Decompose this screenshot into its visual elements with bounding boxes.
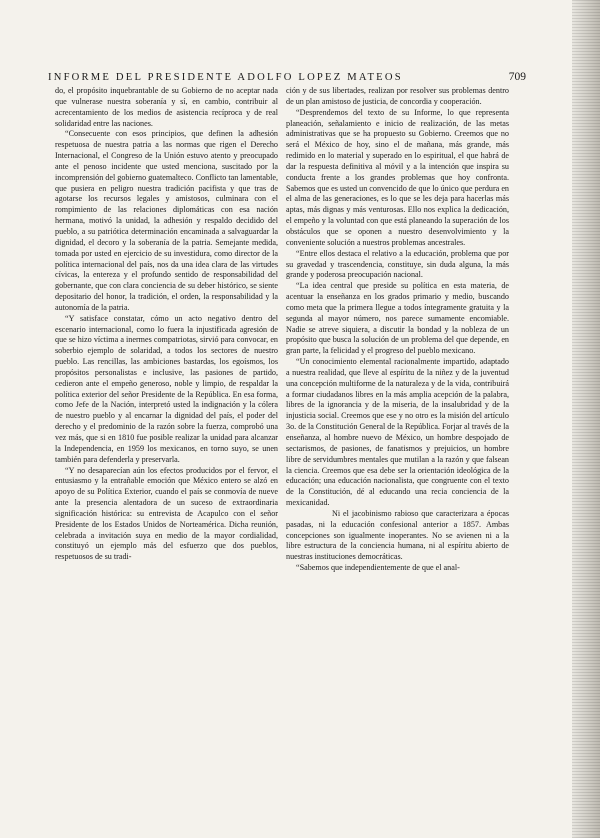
paragraph: “La idea central que preside su política en esta materia, de acentuar la enseñanza en los grados primario y medio, buscando como meta que la primera llegue a todos íntegramente gratuita y la segunda al mayor número, nos parece sumamente encomiable. Nadie se atreve siquiera, a discutir la bondad y la nobleza de un propósito que busca la solución de un problema del que depende, en gran parte, la felicidad y el progreso del pueblo mexicano. [286,281,509,356]
paragraph: “Entre ellos destaca el relativo a la educación, problema que por su gravedad y trascendencia, constituye, sin duda alguna, la más grande y poderosa preocupación nacional. [286,248,509,280]
page-number: 709 [508,71,526,83]
left-column [55,86,278,563]
paragraph: “Consecuente con esos principios, que definen la adhesión respetuosa de nuestra patria a las normas que rigen el Derecho Internacional, el Congreso de la Unión estuvo atento y preocupado ante el penoso incidente que usted menciona, suscitado por la incomprensión del gobierno guatemalteco. Conflicto tan lamentable, que pusiera en peligro nuestra tradición pacifista y que tras de agotarse los recursos legales y amistosos, culminara con el rompimiento de las relaciones diplomáticas con esa nación hermana, motivó la unidad, la adhesión y respaldo decidido del pueblo, a su patriótica determinación encaminada a salvaguardar la dignidad, el decoro y la soberanía de la patria. Semejante medida, tomada por usted en ejercicio de su investidura, como director de la política internacional del país, nos da una idea clara de las virtudes cívicas, la entereza y el profundo sentido de responsabilidad del gobernante, que con clara conciencia de su deber histórico, se siente depositario del honor, la tradición, el orden, la responsabilidad y la autonomía de la patria. [55,129,278,312]
paragraph: “Y no desaparecían aún los efectos producidos por el fervor, el entusiasmo y la entrañable emoción que México entero se alzó en apoyo de su Política Exterior, cuando el país se conmovía de nueve ante la presencia alentadora de un suceso de extraordinaria significación histórica: su entrevista de Acapulco con el señor Presidente de los Estados Unidos de Norteamérica. Dicha reunión, celebrada a invitación suya en medio de la mayor cordialidad, constituyó un ejemplo más del esfuerzo que dos pueblos, respetuosos de su tradi- [55,465,278,562]
paragraph: “Sabemos que independientemente de que el anal- [296,563,460,573]
running-head: INFORME DEL PRESIDENTE ADOLFO LOPEZ MATEOS [48,72,403,83]
paragraph: “Un conocimiento elemental racionalmente impartido, adaptado a nuestra realidad, que lleve al espíritu de la niñez y de la juventud una concepción multiforme de la naturaleza y de la vida, contribuirá a formar ciudadanos libres en la más amplia acepción de la palabra, libres de la ignorancia y de la miseria, de la insalubridad y de la injusticia social. Creemos que ese y no otro es la misión del artículo 3o. de la Constitución General de la República. Forjar al través de la enseñanza, al hombre nuevo de México, un hombre despojado de sectarismos, de pasiones, de fanatismos y prejuicios, un hombre libre de servidumbres mentales que mutilan a la razón y que falsean la ciencia. Creemos que esa debe ser la orientación ideológica de la educación; una educación nacionalista, que congruente con el texto de la Constitución, dé al educando una recia conciencia de la mexicanidad. [286,357,509,508]
page-header [48,71,526,83]
paragraph: “Y satisface constatar, cómo un acto negativo dentro del escenario internacional, como lo fuera la injustificada agresión de que se hizo víctima a inermes compatriotas, sirvió para convocar, en soberbio ejemplo de solaridad, a todos los sectores de nuestro pueblo. Las rencillas, las ambiciones bastardas, los egoísmos, los propósitos personalistas e inclusive, las pasiones de partido, cedieron ante el empeño generoso, noble y limpio, de respaldar la política exterior del señor Presidente de la República. En esa forma, como Jefe de la Nación, interpretó usted la indignación y la cólera de nuestro pueblo y al encarnar la dignidad del país, el poder del derecho y el predominio de la razón sobre la fuerza, comprobó una vez más, que si en 1810 fue posible realizar la unidad para alcanzar la Independencia, en 1959 los mexicanos, en torno suyo, se unen también para defenderla y preservarla. [55,313,278,464]
paragraph: ción y de sus libertades, realizan por resolver sus problemas dentro de un plan amistoso de justicia, de concordia y cooperación. [286,86,509,106]
page-edge-scan-shadow [572,0,600,838]
right-column [286,86,509,574]
paragraph: “Desprendemos del texto de su Informe, lo que representa planeación, señalamiento e inicio de realización, de las metas administrativas que se ha propuesto su Gobierno. Creemos que no será el México de hoy, sino el de mañana, más grande, más redimido en lo material y superado en lo espiritual, el que habrá de dar la respuesta definitiva al móvil y a la intención que inspira su conducta frente a los grandes problemas que hoy confronta. Sabemos que es usted un convencido de que lo único que perdura en el alma de las generaciones, es lo que se les deja para hacerlas más aptas, más dignas y más venturosas. Ello nos explica la dedicación, el empeño y la voluntad con que está planeando la superación de los obstáculos que se oponen a nuestro desenvolvimiento y la conveniente solución a nuestros problemas ancestrales. [286,107,509,247]
paragraph: do, el propósito inquebrantable de su Gobierno de no aceptar nada que vulnerase nuestra soberanía y sí, en cambio, contribuir al acrecentamiento de los medios de asistencia recíproca y de real solidaridad entre las naciones. [55,86,278,128]
paragraph: Ni el jacobinismo rabioso que caracterizara a épocas pasadas, ni la educación confesional anterior a 1857. Ambas concepciones son igualmente inoperantes. No se avienen ni a la libre estructura de la conciencia humana, ni al espíritu abierto de nuestras instituciones democráticas. [286,508,509,562]
